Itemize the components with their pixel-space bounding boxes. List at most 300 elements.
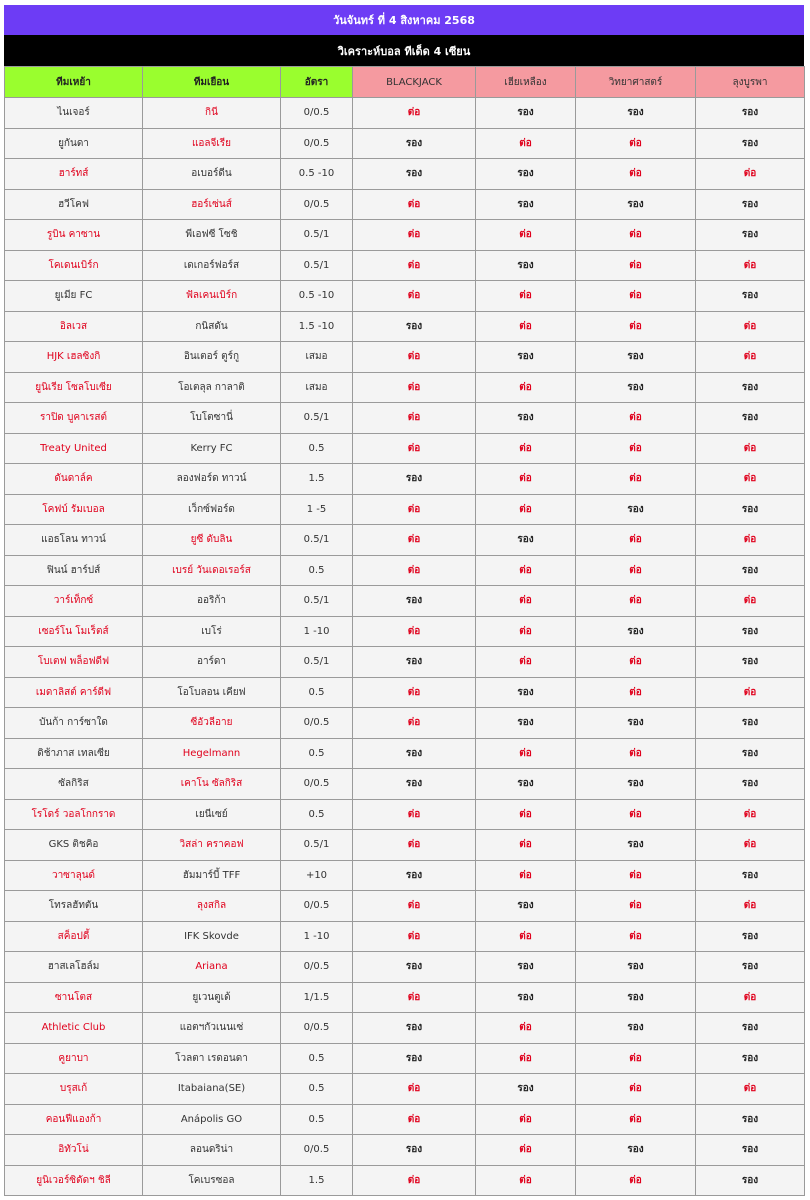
tipster-pick-cell: ต่อ	[576, 1165, 696, 1196]
away-team-cell: กนิสดัน	[143, 311, 281, 342]
tipster-pick-cell: รอง	[353, 159, 476, 190]
tipster-pick-cell: รอง	[476, 708, 576, 739]
home-team-cell: ยูนิเรีย โซลโบเซีย	[5, 372, 143, 403]
tipster-pick-cell: รอง	[696, 98, 805, 129]
odds-cell: 0/0.5	[281, 189, 353, 220]
tipster-pick-cell: รอง	[696, 952, 805, 983]
table-row	[5, 586, 805, 617]
table-row	[5, 220, 805, 251]
tipster-pick-cell: ต่อ	[353, 982, 476, 1013]
odds-cell: เสมอ	[281, 342, 353, 373]
away-team-cell: ลุงสกิล	[143, 891, 281, 922]
tipster-pick-cell: ต่อ	[576, 433, 696, 464]
tipster-pick-cell: ต่อ	[576, 1074, 696, 1105]
tipster-pick-cell: รอง	[696, 1104, 805, 1135]
home-team-cell: ยูกันดา	[5, 128, 143, 159]
odds-cell: 1/1.5	[281, 982, 353, 1013]
table-row	[5, 860, 805, 891]
tipster-pick-cell: รอง	[476, 403, 576, 434]
tipster-pick-cell: รอง	[476, 159, 576, 190]
tipster-pick-cell: ต่อ	[576, 1043, 696, 1074]
tipster-pick-cell: ต่อ	[696, 433, 805, 464]
tipster-pick-cell: ต่อ	[476, 799, 576, 830]
tipster-pick-cell: รอง	[353, 769, 476, 800]
home-team-cell: ซานโตส	[5, 982, 143, 1013]
away-team-cell: อินเตอร์ ตูร์กู	[143, 342, 281, 373]
table-row	[5, 1074, 805, 1105]
tipster-pick-cell: ต่อ	[353, 525, 476, 556]
odds-cell: 0.5/1	[281, 830, 353, 861]
home-team-cell: โคฟบ์ รัมเบอล	[5, 494, 143, 525]
tipster-pick-cell: รอง	[353, 952, 476, 983]
tipster-pick-cell: ต่อ	[353, 830, 476, 861]
table-row	[5, 616, 805, 647]
tipster-pick-cell: ต่อ	[576, 799, 696, 830]
table-row	[5, 189, 805, 220]
table-row	[5, 677, 805, 708]
tipster-pick-cell: ต่อ	[576, 281, 696, 312]
tipster-pick-cell: ต่อ	[696, 586, 805, 617]
tipster-pick-cell: รอง	[576, 342, 696, 373]
tipster-pick-cell: ต่อ	[476, 921, 576, 952]
tipster-pick-cell: รอง	[353, 738, 476, 769]
table-row	[5, 647, 805, 678]
table-row	[5, 342, 805, 373]
tipster-pick-cell: ต่อ	[353, 799, 476, 830]
tipster-pick-cell: ต่อ	[696, 342, 805, 373]
tipster-pick-cell: ต่อ	[476, 860, 576, 891]
tipster-pick-cell: รอง	[696, 220, 805, 251]
tipster-pick-cell: รอง	[576, 616, 696, 647]
table-row	[5, 128, 805, 159]
table-row	[5, 372, 805, 403]
odds-cell: 1 -5	[281, 494, 353, 525]
tipster-pick-cell: รอง	[476, 189, 576, 220]
away-team-cell: เบโร่	[143, 616, 281, 647]
tipster-pick-cell: ต่อ	[576, 677, 696, 708]
odds-cell: 0.5/1	[281, 586, 353, 617]
tipster-pick-cell: ต่อ	[576, 159, 696, 190]
tipster-pick-cell: ต่อ	[353, 891, 476, 922]
away-team-cell: ลอนดริน่า	[143, 1135, 281, 1166]
away-team-cell: เคาโน ซัลกิริส	[143, 769, 281, 800]
tipster-pick-cell: ต่อ	[476, 494, 576, 525]
home-team-cell: แอธโลน ทาวน์	[5, 525, 143, 556]
tipster-pick-cell: ต่อ	[696, 830, 805, 861]
tipster-pick-cell: ต่อ	[353, 220, 476, 251]
header-tipster-blackjack: BLACKJACK	[353, 67, 476, 98]
tipster-pick-cell: ต่อ	[576, 860, 696, 891]
tipster-pick-cell: ต่อ	[353, 250, 476, 281]
tipster-pick-cell: ต่อ	[353, 372, 476, 403]
table-row	[5, 891, 805, 922]
away-team-cell: Anápolis GO	[143, 1104, 281, 1135]
header-home: ทีมเหย้า	[5, 67, 143, 98]
tipster-pick-cell: ต่อ	[576, 555, 696, 586]
table-row	[5, 982, 805, 1013]
odds-cell: 0.5 -10	[281, 159, 353, 190]
tipster-pick-cell: ต่อ	[696, 982, 805, 1013]
home-team-cell: อิลเวส	[5, 311, 143, 342]
home-team-cell: โรโดร์ วอลโกกราด	[5, 799, 143, 830]
odds-cell: 0/0.5	[281, 1013, 353, 1044]
tipster-pick-cell: รอง	[696, 860, 805, 891]
home-team-cell: โบเตฟ พล็อฟดีฟ	[5, 647, 143, 678]
table-row	[5, 799, 805, 830]
tipster-pick-cell: ต่อ	[696, 159, 805, 190]
away-team-cell: แอลจีเรีย	[143, 128, 281, 159]
away-team-cell: เดเกอร์ฟอร์ส	[143, 250, 281, 281]
table-row	[5, 1104, 805, 1135]
table-row	[5, 281, 805, 312]
tipster-pick-cell: ต่อ	[476, 464, 576, 495]
tipster-pick-cell: รอง	[696, 189, 805, 220]
tipster-pick-cell: รอง	[696, 128, 805, 159]
away-team-cell: วิสล่า คราคอฟ	[143, 830, 281, 861]
away-team-cell: โอโบลอน เคียฟ	[143, 677, 281, 708]
odds-cell: 0/0.5	[281, 98, 353, 129]
analysis-panel	[4, 5, 804, 1196]
tipster-pick-cell: ต่อ	[353, 1165, 476, 1196]
tipster-pick-cell: ต่อ	[576, 220, 696, 251]
tipster-pick-cell: ต่อ	[353, 708, 476, 739]
away-team-cell: เบรย์ วันเดอเรอร์ส	[143, 555, 281, 586]
tipster-pick-cell: รอง	[696, 738, 805, 769]
odds-cell: 0.5 -10	[281, 281, 353, 312]
home-team-cell: ยูเมีย FC	[5, 281, 143, 312]
home-team-cell: สค็อปดี้	[5, 921, 143, 952]
odds-cell: 0.5	[281, 555, 353, 586]
tipster-pick-cell: รอง	[476, 342, 576, 373]
table-row	[5, 921, 805, 952]
tipster-pick-cell: ต่อ	[476, 1135, 576, 1166]
tipster-pick-cell: ต่อ	[353, 1074, 476, 1105]
odds-cell: 1 -10	[281, 616, 353, 647]
tipster-pick-cell: รอง	[476, 891, 576, 922]
tipster-pick-cell: รอง	[696, 1013, 805, 1044]
tipster-pick-cell: รอง	[576, 1013, 696, 1044]
odds-cell: 1.5	[281, 1165, 353, 1196]
tipster-pick-cell: รอง	[476, 952, 576, 983]
table-row	[5, 250, 805, 281]
odds-cell: 0/0.5	[281, 891, 353, 922]
odds-cell: 0.5	[281, 677, 353, 708]
table-row	[5, 1043, 805, 1074]
odds-cell: 0.5	[281, 433, 353, 464]
away-team-cell: โวลตา เรดอนดา	[143, 1043, 281, 1074]
tipster-pick-cell: รอง	[476, 98, 576, 129]
away-team-cell: เว็กซ์ฟอร์ด	[143, 494, 281, 525]
tipster-pick-cell: รอง	[696, 647, 805, 678]
tipster-pick-cell: ต่อ	[476, 311, 576, 342]
tipster-pick-cell: ต่อ	[353, 281, 476, 312]
header-away: ทีมเยือน	[143, 67, 281, 98]
tipster-pick-cell: รอง	[576, 372, 696, 403]
tipster-pick-cell: ต่อ	[476, 555, 576, 586]
odds-cell: 0.5/1	[281, 525, 353, 556]
tipster-pick-cell: ต่อ	[476, 1104, 576, 1135]
table-row	[5, 555, 805, 586]
home-team-cell: อิทัวโน่	[5, 1135, 143, 1166]
odds-cell: 1 -10	[281, 921, 353, 952]
tipster-pick-cell: รอง	[696, 1165, 805, 1196]
tipster-pick-cell: ต่อ	[576, 128, 696, 159]
table-body	[5, 98, 805, 1196]
tipster-pick-cell: ต่อ	[576, 311, 696, 342]
table-row	[5, 403, 805, 434]
home-team-cell: วาซาลุนด์	[5, 860, 143, 891]
home-team-cell: ดิช้าภาส เทลเซีย	[5, 738, 143, 769]
header-tipster-witthayasat: วิทยาศาสตร์	[576, 67, 696, 98]
home-team-cell: ฮวีโคฟ	[5, 189, 143, 220]
tipster-pick-cell: รอง	[353, 128, 476, 159]
tipster-pick-cell: ต่อ	[476, 647, 576, 678]
table-row	[5, 708, 805, 739]
away-team-cell: พีเอฟซี โซชิ	[143, 220, 281, 251]
away-team-cell: ฟัลเคนเบิร์ก	[143, 281, 281, 312]
tipster-pick-cell: รอง	[696, 921, 805, 952]
tipster-pick-cell: ต่อ	[353, 403, 476, 434]
tipster-pick-cell: ต่อ	[576, 525, 696, 556]
table-row	[5, 1165, 805, 1196]
tipster-pick-cell: ต่อ	[696, 525, 805, 556]
home-team-cell: เซอร์โน โมเร็ตส์	[5, 616, 143, 647]
header-tipster-hia-lueang: เฮียเหลือง	[476, 67, 576, 98]
tipster-pick-cell: ต่อ	[576, 464, 696, 495]
odds-cell: 0/0.5	[281, 952, 353, 983]
table-row	[5, 464, 805, 495]
tipster-pick-cell: รอง	[353, 586, 476, 617]
home-team-cell: ฮาร์ทส์	[5, 159, 143, 190]
odds-cell: +10	[281, 860, 353, 891]
odds-cell: 0.5/1	[281, 403, 353, 434]
tipster-pick-cell: รอง	[696, 555, 805, 586]
tipster-pick-cell: ต่อ	[576, 738, 696, 769]
away-team-cell: อเบอร์ดีน	[143, 159, 281, 190]
table-row	[5, 494, 805, 525]
tips-table	[4, 66, 805, 1196]
tipster-pick-cell: รอง	[476, 769, 576, 800]
tipster-pick-cell: ต่อ	[353, 342, 476, 373]
odds-cell: 0/0.5	[281, 1135, 353, 1166]
odds-cell: 0.5	[281, 799, 353, 830]
tipster-pick-cell: ต่อ	[576, 250, 696, 281]
tipster-pick-cell: รอง	[476, 525, 576, 556]
tipster-pick-cell: ต่อ	[576, 1104, 696, 1135]
home-team-cell: รูบิน คาซาน	[5, 220, 143, 251]
tipster-pick-cell: ต่อ	[353, 189, 476, 220]
table-row	[5, 952, 805, 983]
tipster-pick-cell: ต่อ	[476, 220, 576, 251]
tipster-pick-cell: ต่อ	[696, 891, 805, 922]
tipster-pick-cell: ต่อ	[476, 372, 576, 403]
tipster-pick-cell: ต่อ	[353, 921, 476, 952]
table-row	[5, 769, 805, 800]
home-team-cell: บรุสเก้	[5, 1074, 143, 1105]
tipster-pick-cell: ต่อ	[353, 98, 476, 129]
table-row	[5, 433, 805, 464]
away-team-cell: Hegelmann	[143, 738, 281, 769]
table-row	[5, 1013, 805, 1044]
tipster-pick-cell: รอง	[696, 616, 805, 647]
home-team-cell: วาร์เท็กซ์	[5, 586, 143, 617]
odds-cell: 0/0.5	[281, 128, 353, 159]
tipster-pick-cell: ต่อ	[353, 1104, 476, 1135]
odds-cell: 0.5	[281, 1104, 353, 1135]
odds-cell: 0.5	[281, 1043, 353, 1074]
table-row	[5, 311, 805, 342]
away-team-cell: ยูซี ดับลิน	[143, 525, 281, 556]
tipster-pick-cell: ต่อ	[476, 433, 576, 464]
away-team-cell: ออริก้า	[143, 586, 281, 617]
home-team-cell: ไนเจอร์	[5, 98, 143, 129]
tipster-pick-cell: ต่อ	[353, 555, 476, 586]
odds-cell: 0.5	[281, 738, 353, 769]
tipster-pick-cell: ต่อ	[576, 586, 696, 617]
tipster-pick-cell: ต่อ	[696, 464, 805, 495]
home-team-cell: GKS ติชคิอ	[5, 830, 143, 861]
tipster-pick-cell: ต่อ	[576, 921, 696, 952]
date-banner: วันจันทร์ ที่ 4 สิงหาคม 2568	[4, 5, 804, 35]
home-team-cell: ฮาสเลโฮล์ม	[5, 952, 143, 983]
tipster-pick-cell: รอง	[576, 769, 696, 800]
tipster-pick-cell: รอง	[576, 98, 696, 129]
tipster-pick-cell: ต่อ	[476, 1043, 576, 1074]
tipster-pick-cell: รอง	[576, 189, 696, 220]
table-header-row	[5, 67, 805, 98]
tipster-pick-cell: ต่อ	[576, 403, 696, 434]
odds-cell: 0.5/1	[281, 647, 353, 678]
tipster-pick-cell: ต่อ	[476, 830, 576, 861]
odds-cell: 0.5/1	[281, 250, 353, 281]
tipster-pick-cell: ต่อ	[476, 281, 576, 312]
tipster-pick-cell: รอง	[696, 494, 805, 525]
tipster-pick-cell: รอง	[353, 464, 476, 495]
away-team-cell: ฮัมมาร์บี้ TFF	[143, 860, 281, 891]
odds-cell: 0/0.5	[281, 708, 353, 739]
tipster-pick-cell: รอง	[576, 494, 696, 525]
home-team-cell: ยูนิเวอร์ซิดัดฯ ชิลี	[5, 1165, 143, 1196]
home-team-cell: ราปิด บูคาเรสต์	[5, 403, 143, 434]
table-row	[5, 159, 805, 190]
home-team-cell: HJK เฮลซิงกิ	[5, 342, 143, 373]
odds-cell: 1.5	[281, 464, 353, 495]
home-team-cell: โคเดนเบิร์ก	[5, 250, 143, 281]
home-team-cell: ซัลกิริส	[5, 769, 143, 800]
table-row	[5, 738, 805, 769]
away-team-cell: กินี	[143, 98, 281, 129]
tipster-pick-cell: รอง	[696, 769, 805, 800]
away-team-cell: IFK Skovde	[143, 921, 281, 952]
tipster-pick-cell: รอง	[476, 982, 576, 1013]
away-team-cell: Itabaiana(SE)	[143, 1074, 281, 1105]
away-team-cell: ลองฟอร์ด ทาวน์	[143, 464, 281, 495]
header-tipster-lung-burapha: ลุงบูรพา	[696, 67, 805, 98]
tipster-pick-cell: ต่อ	[696, 677, 805, 708]
home-team-cell: ฟินน์ ฮาร์ปส์	[5, 555, 143, 586]
tipster-pick-cell: รอง	[353, 1043, 476, 1074]
home-team-cell: ดันดาล์ค	[5, 464, 143, 495]
tipster-pick-cell: รอง	[576, 1135, 696, 1166]
tipster-pick-cell: ต่อ	[476, 1013, 576, 1044]
table-row	[5, 830, 805, 861]
home-team-cell: เมดาลิสต์ คาร์ดีฟ	[5, 677, 143, 708]
tipster-pick-cell: ต่อ	[696, 1074, 805, 1105]
tipster-pick-cell: รอง	[476, 1074, 576, 1105]
tipster-pick-cell: ต่อ	[353, 494, 476, 525]
tipster-pick-cell: รอง	[353, 1135, 476, 1166]
tipster-pick-cell: ต่อ	[576, 647, 696, 678]
header-odds: อัตรา	[281, 67, 353, 98]
tipster-pick-cell: รอง	[576, 830, 696, 861]
title-banner: วิเคราะห์บอล ทีเด็ด 4 เซียน	[4, 35, 804, 66]
odds-cell: 0/0.5	[281, 769, 353, 800]
tipster-pick-cell: ต่อ	[476, 1165, 576, 1196]
odds-cell: เสมอ	[281, 372, 353, 403]
odds-cell: 0.5	[281, 1074, 353, 1105]
home-team-cell: คอนฟีแองก้า	[5, 1104, 143, 1135]
away-team-cell: ยูเวนตูเด้	[143, 982, 281, 1013]
odds-cell: 1.5 -10	[281, 311, 353, 342]
table-row	[5, 98, 805, 129]
tipster-pick-cell: รอง	[576, 982, 696, 1013]
away-team-cell: โบโตซานี่	[143, 403, 281, 434]
away-team-cell: เยนีเซย์	[143, 799, 281, 830]
home-team-cell: บันก้า การ์ซาใด	[5, 708, 143, 739]
tipster-pick-cell: ต่อ	[696, 250, 805, 281]
home-team-cell: Athletic Club	[5, 1013, 143, 1044]
tipster-pick-cell: รอง	[353, 1013, 476, 1044]
tipster-pick-cell: ต่อ	[353, 677, 476, 708]
tipster-pick-cell: ต่อ	[476, 128, 576, 159]
odds-cell: 0.5/1	[281, 220, 353, 251]
tipster-pick-cell: ต่อ	[476, 738, 576, 769]
home-team-cell: โทรลฮัทตัน	[5, 891, 143, 922]
tipster-pick-cell: ต่อ	[476, 586, 576, 617]
away-team-cell: โคเบรซอล	[143, 1165, 281, 1196]
tipster-pick-cell: รอง	[696, 403, 805, 434]
away-team-cell: Ariana	[143, 952, 281, 983]
tipster-pick-cell: รอง	[476, 250, 576, 281]
tipster-pick-cell: ต่อ	[353, 433, 476, 464]
tipster-pick-cell: รอง	[353, 311, 476, 342]
away-team-cell: ซีอัวลีอาย	[143, 708, 281, 739]
tipster-pick-cell: รอง	[696, 1043, 805, 1074]
tipster-pick-cell: ต่อ	[576, 891, 696, 922]
away-team-cell: ฮอร์เซ่นส์	[143, 189, 281, 220]
table-row	[5, 525, 805, 556]
tipster-pick-cell: รอง	[696, 1135, 805, 1166]
tipster-pick-cell: รอง	[696, 708, 805, 739]
tipster-pick-cell: ต่อ	[353, 616, 476, 647]
away-team-cell: อาร์ดา	[143, 647, 281, 678]
tipster-pick-cell: รอง	[576, 708, 696, 739]
tipster-pick-cell: รอง	[696, 281, 805, 312]
tipster-pick-cell: ต่อ	[696, 311, 805, 342]
tipster-pick-cell: รอง	[696, 372, 805, 403]
home-team-cell: Treaty United	[5, 433, 143, 464]
table-row	[5, 1135, 805, 1166]
home-team-cell: คูยาบา	[5, 1043, 143, 1074]
tipster-pick-cell: ต่อ	[696, 799, 805, 830]
tipster-pick-cell: รอง	[353, 860, 476, 891]
tipster-pick-cell: รอง	[576, 952, 696, 983]
tipster-pick-cell: ต่อ	[476, 616, 576, 647]
away-team-cell: Kerry FC	[143, 433, 281, 464]
away-team-cell: โอเตลุล กาลาติ	[143, 372, 281, 403]
tipster-pick-cell: รอง	[353, 647, 476, 678]
tipster-pick-cell: รอง	[476, 677, 576, 708]
